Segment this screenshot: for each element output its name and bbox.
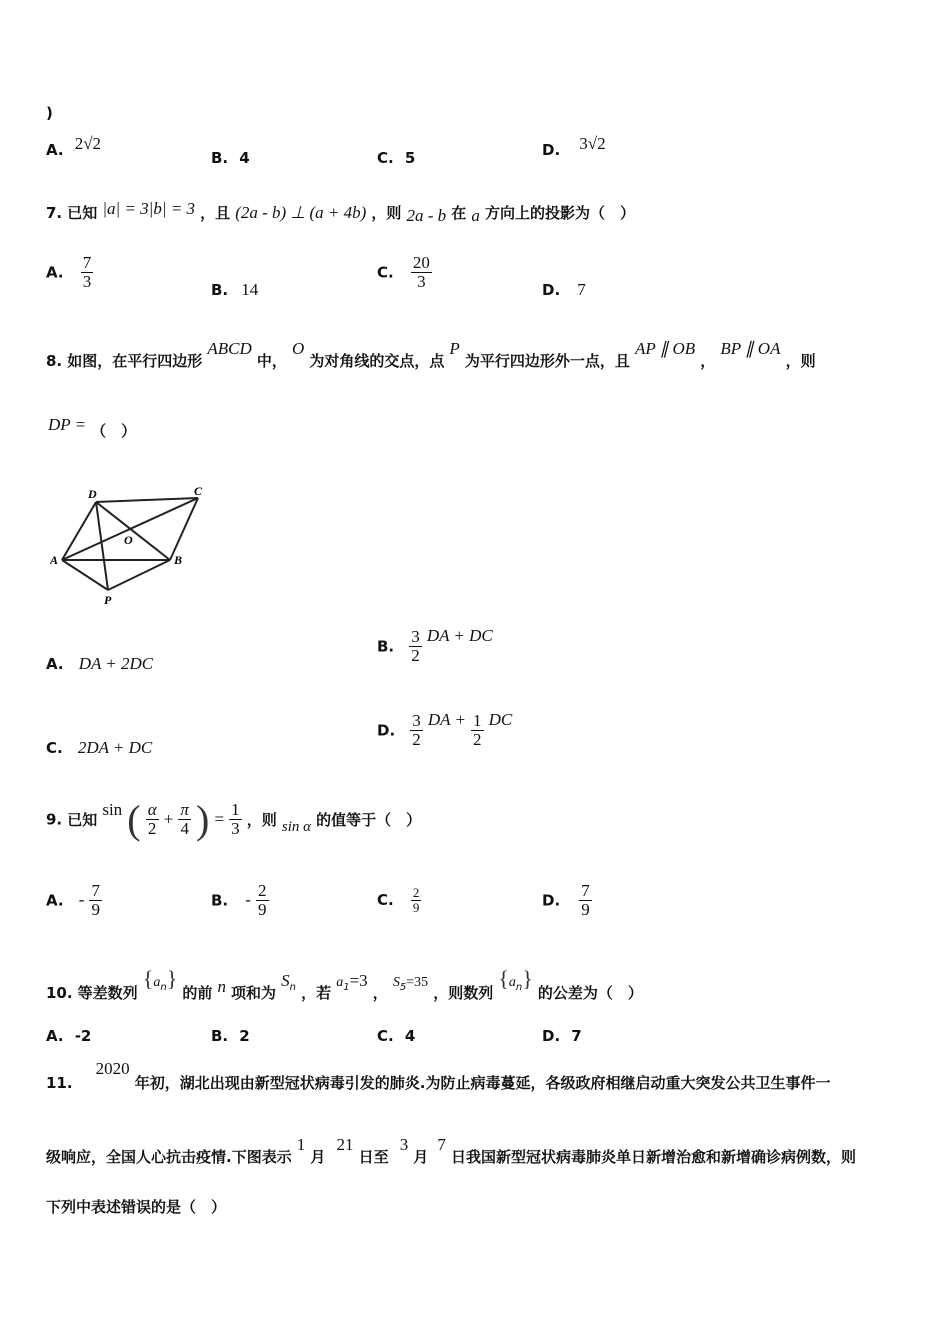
q11-text: 月 [413, 1148, 429, 1166]
fraction [471, 712, 484, 749]
q9-option-b[interactable] [211, 882, 269, 919]
parallelogram-figure [50, 480, 220, 610]
q8-text: 中， [256, 352, 287, 370]
question-number: 7. [46, 204, 63, 222]
q6-option-b[interactable] [211, 148, 250, 167]
fraction [89, 882, 102, 919]
question-11-line-3: 下列中表述错误的是（ ） [46, 1198, 227, 1216]
q10-s: S [281, 971, 290, 990]
option-value: 3√2 [579, 134, 606, 153]
option-label: A. [46, 1027, 64, 1045]
option-value: 4 [404, 1027, 416, 1045]
q9-option-d[interactable] [542, 882, 592, 919]
option-label: A. [46, 263, 64, 282]
q8-sep: ， [700, 352, 716, 370]
option-label: D. [542, 891, 561, 910]
q6-option-d[interactable] [542, 134, 606, 160]
label-d: D [88, 487, 97, 501]
option-mid: DA + [427, 710, 466, 730]
segment-dp [96, 502, 108, 590]
denominator: 4 [180, 819, 189, 838]
q9-plus: + [163, 809, 174, 829]
numerator: 7 [581, 881, 590, 900]
q7-condition: |a| = 3|b| = 3 [102, 199, 195, 218]
q8-option-c[interactable] [46, 738, 152, 758]
q10-a1: a [336, 975, 344, 990]
option-label: C. [377, 891, 394, 910]
segment-bp [108, 560, 170, 590]
q10-seq: a [153, 975, 161, 990]
fraction [229, 801, 242, 838]
numerator: 7 [82, 253, 92, 272]
q11-text: 月 [310, 1148, 326, 1166]
option-value: DA + 2DC [78, 654, 154, 673]
denominator: 3 [82, 271, 92, 291]
option-label: D. [377, 721, 396, 740]
q7-option-b[interactable] [211, 280, 258, 300]
q7-text: ，且 [200, 204, 231, 222]
numerator: 7 [91, 881, 100, 900]
q9-text: 已知 [67, 811, 98, 829]
q8-ask-paren: （ ） [91, 422, 137, 440]
q11-day-2: 7 [437, 1135, 446, 1154]
q10-s-sub: n [289, 982, 296, 993]
edge-dc [96, 498, 198, 502]
numerator: 2 [412, 885, 420, 900]
q7-option-a[interactable] [46, 254, 93, 291]
q8-text: ，则 [785, 352, 816, 370]
q8-o: O [291, 339, 305, 358]
denominator: 2 [473, 729, 482, 749]
q11-text: 级响应，全国人心抗击疫情.下图表示 [46, 1148, 292, 1166]
q11-month-1: 1 [296, 1135, 306, 1154]
option-label: D. [542, 1027, 561, 1045]
q7-text: 已知 [67, 204, 98, 222]
q10-n: n [217, 977, 226, 996]
q8-ask-expr: DP = [48, 415, 87, 434]
q10-text: 的前 [182, 984, 213, 1002]
option-label: C. [377, 149, 394, 167]
denominator: 9 [412, 899, 420, 915]
fraction [256, 882, 269, 919]
edge-cb [170, 498, 198, 560]
fraction [146, 801, 159, 838]
q8-text: 为对角线的交点，点 [309, 352, 445, 370]
question-8 [46, 338, 816, 370]
q10-text: ，则数列 [433, 984, 494, 1002]
q9-eq: = [214, 809, 225, 829]
option-value: 2DA + DC [77, 738, 153, 757]
denominator: 3 [231, 819, 240, 838]
q7-text: 方向上的投影为（ ） [484, 204, 635, 222]
question-number: 10. [46, 984, 73, 1002]
denominator: 2 [411, 645, 420, 665]
q8-ask [48, 414, 137, 440]
q10-text: 项和为 [231, 984, 277, 1002]
q7-expr: 2a - b [406, 206, 447, 225]
q10-option-d[interactable] [542, 1026, 582, 1045]
label-a: A [50, 553, 59, 567]
question-11-line-2 [46, 1134, 857, 1166]
q10-option-c[interactable] [377, 1026, 415, 1045]
q11-text: 日我国新型冠状病毒肺炎单日新增治愈和新增确诊病例数，则 [451, 1148, 857, 1166]
option-label: C. [377, 263, 394, 282]
q10-a1-val: =3 [349, 971, 368, 990]
q9-text: ，则 [246, 811, 277, 829]
option-value: 7 [577, 280, 586, 299]
denominator: 9 [91, 899, 100, 919]
q7-var: a [471, 206, 480, 225]
option-label: A. [46, 141, 64, 159]
label-o: O [124, 533, 133, 547]
q11-year: 2020 [95, 1059, 130, 1078]
option-label: C. [46, 739, 63, 757]
option-value: 7 [571, 1027, 582, 1045]
q8-shape: ABCD [207, 339, 252, 358]
q10-seq: a [508, 975, 516, 990]
q10-s5-val: =35 [406, 975, 429, 990]
q11-text: 年初，湖北出现由新型冠状病毒引发的肺炎.为防止病毒蔓延，各级政府相继启动重大突发公共卫生事件一 [134, 1074, 831, 1092]
option-value: 2√2 [74, 134, 102, 153]
numerator: 3 [412, 711, 421, 730]
fraction [579, 882, 592, 919]
option-sign: - [245, 890, 251, 910]
q8-cond2: BP ∥ OA [720, 339, 781, 358]
fraction [178, 801, 191, 838]
denominator: 9 [581, 899, 590, 919]
q10-a1-sub: 1 [343, 982, 350, 993]
q8-option-d[interactable] [377, 712, 512, 749]
numerator: α [147, 800, 157, 820]
q7-text: ，则 [371, 204, 402, 222]
numerator: 1 [231, 800, 240, 820]
q11-day-1: 21 [336, 1135, 354, 1154]
fraction [411, 254, 432, 291]
question-number: 8. [46, 352, 63, 370]
denominator: 2 [412, 729, 421, 749]
option-label: A. [46, 891, 64, 910]
denominator: 9 [258, 899, 267, 919]
denominator: 3 [417, 271, 426, 291]
q9-option-a[interactable] [46, 882, 102, 919]
q8-option-a[interactable] [46, 654, 153, 674]
option-label: B. [211, 891, 229, 910]
q10-seq-sub: n [160, 982, 167, 993]
option-value: 14 [241, 280, 259, 299]
q8-cond1: AP ∥ OB [635, 339, 696, 358]
option-label: D. [542, 281, 561, 299]
fraction [409, 628, 422, 665]
q10-sep: ， [372, 984, 388, 1002]
q10-s5-sub: 5 [399, 982, 407, 993]
option-sign: - [78, 890, 85, 910]
numerator: 3 [411, 627, 420, 646]
option-label: B. [211, 281, 229, 299]
q9-option-c[interactable] [377, 886, 421, 914]
question-number: 11. [46, 1074, 73, 1092]
diagonal-db [96, 502, 170, 560]
q8-p: P [449, 339, 460, 358]
option-label: B. [377, 637, 395, 656]
option-value: 5 [404, 149, 416, 167]
q9-expr: sin α [281, 819, 311, 835]
option-value: DA + DC [426, 626, 493, 646]
option-label: D. [542, 141, 561, 159]
option-value: DC [488, 710, 513, 730]
denominator: 2 [147, 819, 157, 838]
q8-text: 如图，在平行四边形 [67, 352, 203, 370]
option-value: -2 [74, 1027, 92, 1045]
label-b: B [174, 553, 183, 567]
option-value: 4 [239, 149, 250, 167]
numerator: π [180, 800, 189, 820]
q10-option-a[interactable] [46, 1026, 91, 1045]
question-10: 10. 等差数列 $\{a_n\}$ 的前 n 项和为 $S_n$ ，若 $a_1=3$ ， $S_5=35$ ，则数列 $\{a_n\}$ 的公差为（ ） [46, 966, 643, 1002]
question-9: 9. 已知 sin ( $\frac{\alpha}{2}$ + $\frac{\pi}{4}$ ) = $\frac{1}{3}$ ，则 sin α 的值等于（ ） [46, 797, 422, 842]
numerator: 20 [412, 253, 430, 272]
q10-text: 的公差为（ ） [537, 984, 643, 1002]
question-7 [46, 199, 635, 225]
q10-option-b[interactable] [211, 1026, 250, 1045]
fraction [410, 712, 423, 749]
q11-month-2: 3 [399, 1135, 409, 1154]
q7-text: 在 [451, 204, 467, 222]
q10-seq-sub: n [515, 982, 523, 993]
segment-ap [62, 560, 108, 590]
question-number: 9. [46, 810, 63, 829]
q7-perp: (2a - b) ⊥ (a + 4b) [235, 203, 367, 222]
option-label: C. [377, 1027, 394, 1045]
q9-sin: sin [102, 799, 123, 819]
numerator: 2 [258, 881, 267, 900]
q7-option-d[interactable] [542, 280, 586, 300]
q9-text: 的值等于（ ） [316, 811, 422, 829]
q8-option-b[interactable] [377, 628, 493, 665]
q7-option-c[interactable] [377, 254, 432, 291]
q6-close-paren: ) [46, 104, 53, 122]
fraction [411, 886, 422, 914]
label-p: P [104, 593, 112, 607]
q11-text: 日至 [358, 1148, 389, 1166]
q10-s5: S [392, 975, 400, 990]
q10-text: 等差数列 [77, 984, 138, 1002]
q8-text: 为平行四边形外一点，且 [464, 352, 630, 370]
numerator: 1 [473, 711, 482, 730]
q6-option-a[interactable] [46, 134, 102, 160]
fraction [81, 254, 94, 291]
option-label: B. [211, 149, 229, 167]
option-label: B. [211, 1027, 229, 1045]
option-value: 2 [239, 1027, 250, 1045]
q10-text: ，若 [301, 984, 332, 1002]
q6-option-c[interactable] [377, 148, 415, 167]
question-11-line-1 [46, 1058, 831, 1092]
label-c: C [194, 484, 203, 498]
option-label: A. [46, 655, 64, 673]
